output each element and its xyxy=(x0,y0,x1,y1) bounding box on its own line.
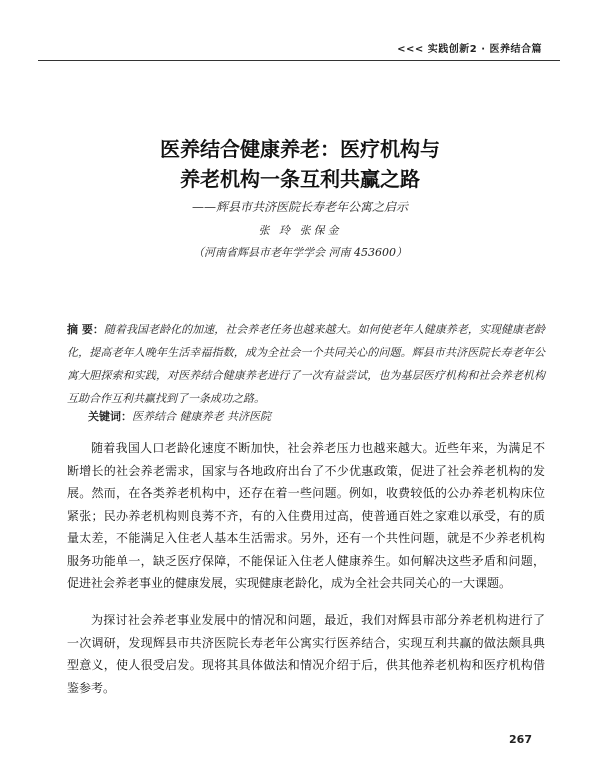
abstract-label: 摘 要： xyxy=(67,323,104,336)
article-subtitle: ——辉县市共济医院长寿老年公寓之启示 xyxy=(191,200,408,214)
keywords-label: 关键词： xyxy=(88,410,132,423)
header-divider xyxy=(38,60,560,61)
keywords-block xyxy=(88,408,548,424)
keywords-text: 医养结合 健康养老 共济医院 xyxy=(132,410,271,423)
article-title-line-1: 医养结合健康养老：医疗机构与 xyxy=(160,137,440,161)
article-title-line-2: 养老机构一条互利共赢之路 xyxy=(180,167,420,191)
body-paragraph-1: 随着我国人口老龄化速度不断加快，社会养老压力也越来越大。近些年来，为满足不断增长的社会养老需求，国家与各地政府出台了不少优惠政策，促进了社会养老机构的发展。然而，在各类养老机构中，还存在着一些问题。例如，收费较低的公办养老机构床位紧张；民办养老机构则良莠不齐，有的入住费用过高，使普通百姓之家难以承受，有的质量太差，不能满足入住老人基本生活需求。另外，还有一个共性问题，就是不少养老机构服务功能单一，缺乏医疗保障，不能保证入住老人健康养生。如何解决这些矛盾和问题，促进社会养老事业的健康发展，实现健康老龄化，成为全社会共同关心的一大课题。 xyxy=(67,441,545,590)
body-paragraph-2: 为探讨社会养老事业发展中的情况和问题，最近，我们对辉县市部分养老机构进行了一次调研，发现辉县市共济医院长寿老年公寓实行医养结合，实现互利共赢的做法颇具典型意义，使人很受启发。现将其具体做法和情况介绍于后，供其他养老机构和医疗机构借鉴参考。 xyxy=(67,613,545,695)
article-authors: 张 玲 张保金 xyxy=(258,224,342,237)
abstract-block xyxy=(67,318,545,410)
abstract-text: 随着我国老龄化的加速，社会养老任务也越来越大。如何使老年人健康养老，实现健康老龄化，提高老年人晚年生活幸福指数，成为全社会一个共同关心的问题。辉县市共济医院长寿老年公寓大胆探索和实践，对医养结合健康养老进行了一次有益尝试，也为基层医疗机构和社会养老机构互助合作互利共赢找到了一条成功之路。 xyxy=(67,323,545,405)
running-header: <<< 实践创新2 · 医养结合篇 xyxy=(397,44,542,55)
article-affiliation: （河南省辉县市老年学学会 河南 453600） xyxy=(193,246,407,259)
page-number: 267 xyxy=(509,733,532,746)
